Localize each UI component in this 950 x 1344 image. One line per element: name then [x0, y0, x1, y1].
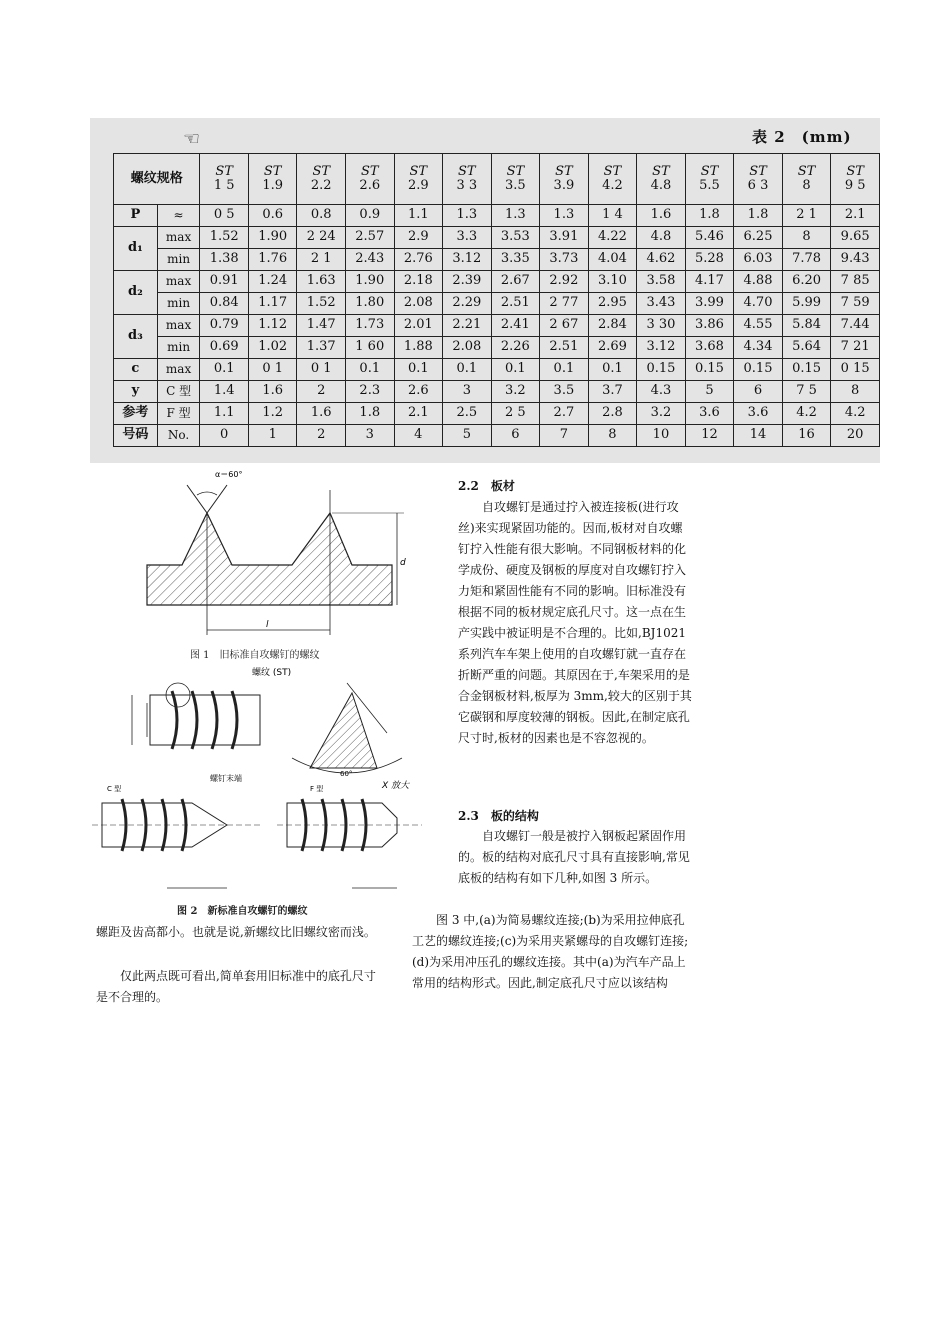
table-cell: 2 5 [491, 403, 540, 425]
fig1-caption: 图 1 旧标准自攻螺钉的螺纹 [190, 650, 320, 661]
table-cell: 0.9 [346, 205, 395, 227]
fig2-new-thread-drawings [92, 663, 432, 908]
table-cell: 6 [734, 381, 783, 403]
table-cell: 0.1 [443, 359, 492, 381]
table-row [114, 337, 880, 359]
column-header [346, 154, 395, 205]
table-cell: 3 [346, 425, 395, 447]
table-cell: 2.1 [394, 403, 443, 425]
table-cell: 0.15 [734, 359, 783, 381]
column-header-st: ST [603, 163, 622, 179]
table-cell: 1.52 [200, 227, 249, 249]
table-cell: 5.64 [782, 337, 831, 359]
table-cell: 1.02 [248, 337, 297, 359]
column-header-st: ST [409, 163, 428, 179]
table-cell: 0.1 [588, 359, 637, 381]
row-group-label: c [114, 359, 158, 381]
fig2-x-label: X 放大 [382, 781, 410, 791]
table-cell: 7 59 [831, 293, 880, 315]
table-cell: 5 [443, 425, 492, 447]
table-cell: 7 85 [831, 271, 880, 293]
table-cell: 1 [248, 425, 297, 447]
table-cell: 0.15 [637, 359, 686, 381]
table-cell: 0 5 [200, 205, 249, 227]
table-cell: 4.55 [734, 315, 783, 337]
table-cell: 4.04 [588, 249, 637, 271]
table-cell: 3.7 [588, 381, 637, 403]
table-cell: 2.95 [588, 293, 637, 315]
table-cell: 0.84 [200, 293, 249, 315]
fig2-end-label: 螺钉末端 [210, 774, 242, 783]
table-cell: 14 [734, 425, 783, 447]
table-cell: 2.01 [394, 315, 443, 337]
table-cell: 2.69 [588, 337, 637, 359]
table-cell: 2.3 [346, 381, 395, 403]
figures-area [92, 465, 432, 917]
table-cell: 1.80 [346, 293, 395, 315]
table-cell: 3.6 [685, 403, 734, 425]
column-header-st: ST [846, 163, 864, 179]
table-cell: 7.44 [831, 315, 880, 337]
fig1-angle-label: α＝60° [215, 470, 243, 479]
column-header [540, 154, 589, 205]
column-header-st: ST [458, 163, 476, 179]
table-cell: 1.17 [248, 293, 297, 315]
column-header [491, 154, 540, 205]
table-cell: 4.17 [685, 271, 734, 293]
table-cell: 4.70 [734, 293, 783, 315]
table-cell: 1.3 [540, 205, 589, 227]
table-cell: 0 1 [248, 359, 297, 381]
table-cell: 6.20 [782, 271, 831, 293]
table-cell: 1.4 [200, 381, 249, 403]
row-sub-label: max [157, 359, 200, 381]
table-cell: 8 [831, 381, 880, 403]
section-2-2-body: 自攻螺钉是通过拧入被连接板(进行攻丝)来实现紧固功能的。因而,板材对自攻螺钉拧入性能有很大影响。不同钢板材料的化学成份、硬度及钢板的厚度对自攻螺钉拧入力矩和紧固性能有不同的影响。旧标准没有根据不同的板材规定底孔尺寸。这一点在生产实践中被证明是不合理的。比如,BJ1021 系列汽车车架上使用的自攻螺钉就一直存在折断严重的问题。其原因在于,车架采用的是合金钢板材料,板厚为 3mm,较大的区别于其它碳钢和厚度较薄的钢板。因此,在制定底孔尺寸时,板材的因素也是不容忽视的。 [458, 500, 692, 745]
table-cell: 2.1 [831, 205, 880, 227]
table-cell: 3 [443, 381, 492, 403]
column-header [443, 154, 492, 205]
left-column-tail: 螺距及齿高都小。也就是说,新螺纹比旧螺纹密而浅。 [96, 925, 376, 939]
row-sub-label: No. [157, 425, 200, 447]
table-cell: 0.91 [200, 271, 249, 293]
table-cell: 8 [782, 227, 831, 249]
table-cell: 3.35 [491, 249, 540, 271]
row-group-label: P [114, 205, 158, 227]
table-row [114, 205, 880, 227]
table-row [114, 271, 880, 293]
table-cell: 6.03 [734, 249, 783, 271]
column-header-size: 6 3 [747, 178, 769, 193]
table-cell: 16 [782, 425, 831, 447]
table-cell: 3.58 [637, 271, 686, 293]
row-sub-label: min [157, 249, 200, 271]
column-header-size: 1 5 [213, 178, 235, 193]
table-cell: 1 60 [346, 337, 395, 359]
table-cell: 2 [297, 425, 346, 447]
table-cell: 1.6 [297, 403, 346, 425]
table-cell: 1.1 [394, 205, 443, 227]
table-cell: 0.69 [200, 337, 249, 359]
row-sub-label: max [157, 271, 200, 293]
table-cell: 4.62 [637, 249, 686, 271]
table-cell: 0 1 [297, 359, 346, 381]
table-cell: 2.41 [491, 315, 540, 337]
table-cell: 2.39 [443, 271, 492, 293]
column-header-st: ST [506, 163, 525, 179]
table-cell: 4.2 [831, 403, 880, 425]
column-header-size: 5.5 [699, 178, 720, 193]
row-group-label: d₃ [114, 315, 158, 359]
table-cell: 0.79 [200, 315, 249, 337]
row-sub-label: max [157, 227, 200, 249]
table-cell: 2.7 [540, 403, 589, 425]
column-header-st: ST [652, 163, 670, 179]
table-cell: 7 5 [782, 381, 831, 403]
column-header-size: 8 [802, 178, 811, 193]
row-group-label: y [114, 381, 158, 403]
table-cell: 2.51 [491, 293, 540, 315]
table-cell: 3.2 [637, 403, 686, 425]
table-cell: 0.15 [782, 359, 831, 381]
table-row [114, 227, 880, 249]
column-header-st: ST [263, 163, 282, 179]
table-cell: 3 30 [637, 315, 686, 337]
table-cell: 3.43 [637, 293, 686, 315]
table-cell: 2.8 [588, 403, 637, 425]
column-header [831, 154, 880, 205]
column-header-st: ST [749, 163, 767, 179]
column-header [200, 154, 249, 205]
table-cell: 2.76 [394, 249, 443, 271]
table-cell: 4.88 [734, 271, 783, 293]
table-cell: 5.99 [782, 293, 831, 315]
spec-header-label: 螺纹规格 [114, 154, 200, 205]
table-cell: 1.90 [346, 271, 395, 293]
table-cell: 2 77 [540, 293, 589, 315]
table-cell: 3.3 [443, 227, 492, 249]
table-cell: 1.88 [394, 337, 443, 359]
column-header-size: 2.2 [310, 178, 332, 193]
column-header-size: 3 3 [456, 178, 478, 193]
table-cell: 20 [831, 425, 880, 447]
fig2-angle-label: 60° [340, 770, 353, 778]
table-cell: 4.2 [782, 403, 831, 425]
table-cell: 1.63 [297, 271, 346, 293]
table-cell: 7 [540, 425, 589, 447]
table-cell: 0 15 [831, 359, 880, 381]
column-header-size: 3.5 [505, 178, 526, 193]
table-cell: 1.52 [297, 293, 346, 315]
fig2-f-label: F 型 [310, 785, 324, 793]
table-cell: 2 24 [297, 227, 346, 249]
table-cell: 0.1 [394, 359, 443, 381]
column-header-st: ST [555, 163, 573, 179]
table-cell: 9.65 [831, 227, 880, 249]
table-cell: 0.1 [200, 359, 249, 381]
table-cell: 2.51 [540, 337, 589, 359]
fig1-old-thread-profile [92, 465, 432, 655]
fig2-c-label: C 型 [107, 785, 122, 793]
table-row [114, 315, 880, 337]
table-cell: 4.8 [637, 227, 686, 249]
table-cell: 2 [297, 381, 346, 403]
table-cell: 1.37 [297, 337, 346, 359]
column-header-size: 4.8 [650, 178, 672, 193]
table-cell: 1 4 [588, 205, 637, 227]
row-sub-label: F 型 [157, 403, 200, 425]
table-cell: 10 [637, 425, 686, 447]
table-cell: 2 1 [782, 205, 831, 227]
table-cell: 1.73 [346, 315, 395, 337]
table-cell: 0.1 [540, 359, 589, 381]
hand-pointer-icon: ☜ [183, 128, 201, 150]
table-cell: 2.92 [540, 271, 589, 293]
fig2-thread-label: 螺纹 (ST) [252, 668, 292, 678]
column-header-size: 1.9 [262, 178, 284, 193]
table-cell: 1.8 [346, 403, 395, 425]
row-group-label: 号码 [114, 425, 158, 447]
table-cell: 0.1 [346, 359, 395, 381]
table-cell: 7 21 [831, 337, 880, 359]
section-2-3-title: 2.3 板的结构 [458, 809, 539, 823]
column-header-st: ST [312, 163, 331, 179]
table-cell: 5 [685, 381, 734, 403]
table-cell: 8 [588, 425, 637, 447]
table-cell: 2.26 [491, 337, 540, 359]
section-2-3-body: 自攻螺钉一般是被拧入钢板起紧固作用的。板的结构对底孔尺寸具有直接影响,常见底板的结构有如下几种,如图 3 所示。 [458, 829, 690, 885]
fig1-d-label: d [400, 558, 406, 568]
table-cell: 3.86 [685, 315, 734, 337]
table-cell: 1.8 [685, 205, 734, 227]
table-row [114, 293, 880, 315]
table-cell: 4.34 [734, 337, 783, 359]
table-cell: 9.43 [831, 249, 880, 271]
row-sub-label: min [157, 337, 200, 359]
column-header-size: 2.6 [359, 178, 381, 193]
table-cell: 2.18 [394, 271, 443, 293]
column-header [394, 154, 443, 205]
table-cell: 1.1 [200, 403, 249, 425]
row-sub-label: ≈ [157, 205, 200, 227]
table-cell: 2.57 [346, 227, 395, 249]
table-cell: 1.6 [248, 381, 297, 403]
table-cell: 5.28 [685, 249, 734, 271]
row-sub-label: min [157, 293, 200, 315]
table-cell: 6.25 [734, 227, 783, 249]
table-cell: 2.08 [443, 337, 492, 359]
table-cell: 1.3 [443, 205, 492, 227]
table-cell: 3.2 [491, 381, 540, 403]
column-header-st: ST [360, 163, 379, 179]
table-cell: 2.6 [394, 381, 443, 403]
table-row [114, 359, 880, 381]
section-2-3-body-continued: 图 3 中,(a)为简易螺纹连接;(b)为采用拉伸底孔工艺的螺纹连接;(c)为采用夹紧螺母的自攻螺钉连接;(d)为采用冲压孔的螺纹连接。其中(a)为汽车产品上常用的结构形式。因此,制定底孔尺寸应以该结构 [412, 913, 689, 990]
column-header-size: 4.2 [602, 178, 623, 193]
row-sub-label: C 型 [157, 381, 200, 403]
table-cell: 5.84 [782, 315, 831, 337]
fig1-l-label: l [266, 620, 269, 630]
table-cell: 3.53 [491, 227, 540, 249]
table-cell: 2.67 [491, 271, 540, 293]
column-header-st: ST [215, 163, 233, 179]
table-cell: 1.12 [248, 315, 297, 337]
table-cell: 0.1 [491, 359, 540, 381]
table-cell: 1.8 [734, 205, 783, 227]
row-group-label: 参考 [114, 403, 158, 425]
section-2-2-title: 2.2 板材 [458, 479, 515, 493]
table-cell: 1.90 [248, 227, 297, 249]
row-group-label: d₂ [114, 271, 158, 315]
left-column-paragraph: 仅此两点既可看出,简单套用旧标准中的底孔尺寸是不合理的。 [96, 969, 376, 1004]
table-cell: 1.2 [248, 403, 297, 425]
table-cell: 3.6 [734, 403, 783, 425]
table-row [114, 403, 880, 425]
table-cell: 0.6 [248, 205, 297, 227]
table-cell: 1.3 [491, 205, 540, 227]
column-header-size: 3.9 [553, 178, 575, 193]
table-row [114, 249, 880, 271]
table-cell: 2.08 [394, 293, 443, 315]
table-cell: 4 [394, 425, 443, 447]
table-cell: 3.10 [588, 271, 637, 293]
column-header [734, 154, 783, 205]
column-header-size: 2.9 [407, 178, 429, 193]
table-cell: 4.22 [588, 227, 637, 249]
table-row [114, 381, 880, 403]
table-cell: 3.12 [443, 249, 492, 271]
table-cell: 0.8 [297, 205, 346, 227]
table-cell: 2.9 [394, 227, 443, 249]
table-cell: 2 67 [540, 315, 589, 337]
table-cell: 3.73 [540, 249, 589, 271]
column-header [297, 154, 346, 205]
table-cell: 3.68 [685, 337, 734, 359]
column-header [588, 154, 637, 205]
table-cell: 2.21 [443, 315, 492, 337]
column-header-st: ST [700, 163, 719, 179]
table-caption: 表 2 (mm) [752, 128, 852, 146]
column-header [637, 154, 686, 205]
table-cell: 0 [200, 425, 249, 447]
table-cell: 5.46 [685, 227, 734, 249]
column-header [248, 154, 297, 205]
column-header-st: ST [797, 163, 816, 179]
table-cell: 6 [491, 425, 540, 447]
table-cell: 1.76 [248, 249, 297, 271]
table-cell: 1.38 [200, 249, 249, 271]
thread-spec-table [113, 153, 880, 447]
table-cell: 0.15 [685, 359, 734, 381]
table-cell: 1.47 [297, 315, 346, 337]
table-cell: 2.84 [588, 315, 637, 337]
row-sub-label: max [157, 315, 200, 337]
column-header [685, 154, 734, 205]
column-header-size: 9 5 [844, 178, 866, 193]
table-cell: 7.78 [782, 249, 831, 271]
table-cell: 1.24 [248, 271, 297, 293]
row-group-label: d₁ [114, 227, 158, 271]
table-cell: 3.5 [540, 381, 589, 403]
table-cell: 2.43 [346, 249, 395, 271]
table-cell: 1.6 [637, 205, 686, 227]
table-cell: 3.99 [685, 293, 734, 315]
table-cell: 2.29 [443, 293, 492, 315]
table-row [114, 425, 880, 447]
table-cell: 4.3 [637, 381, 686, 403]
table-cell: 3.12 [637, 337, 686, 359]
column-header [782, 154, 831, 205]
fig2-caption: 图 2 新标准自攻螺钉的螺纹 [177, 906, 308, 917]
table-cell: 2 1 [297, 249, 346, 271]
table-cell: 12 [685, 425, 734, 447]
table-cell: 2.5 [443, 403, 492, 425]
table-cell: 3.91 [540, 227, 589, 249]
